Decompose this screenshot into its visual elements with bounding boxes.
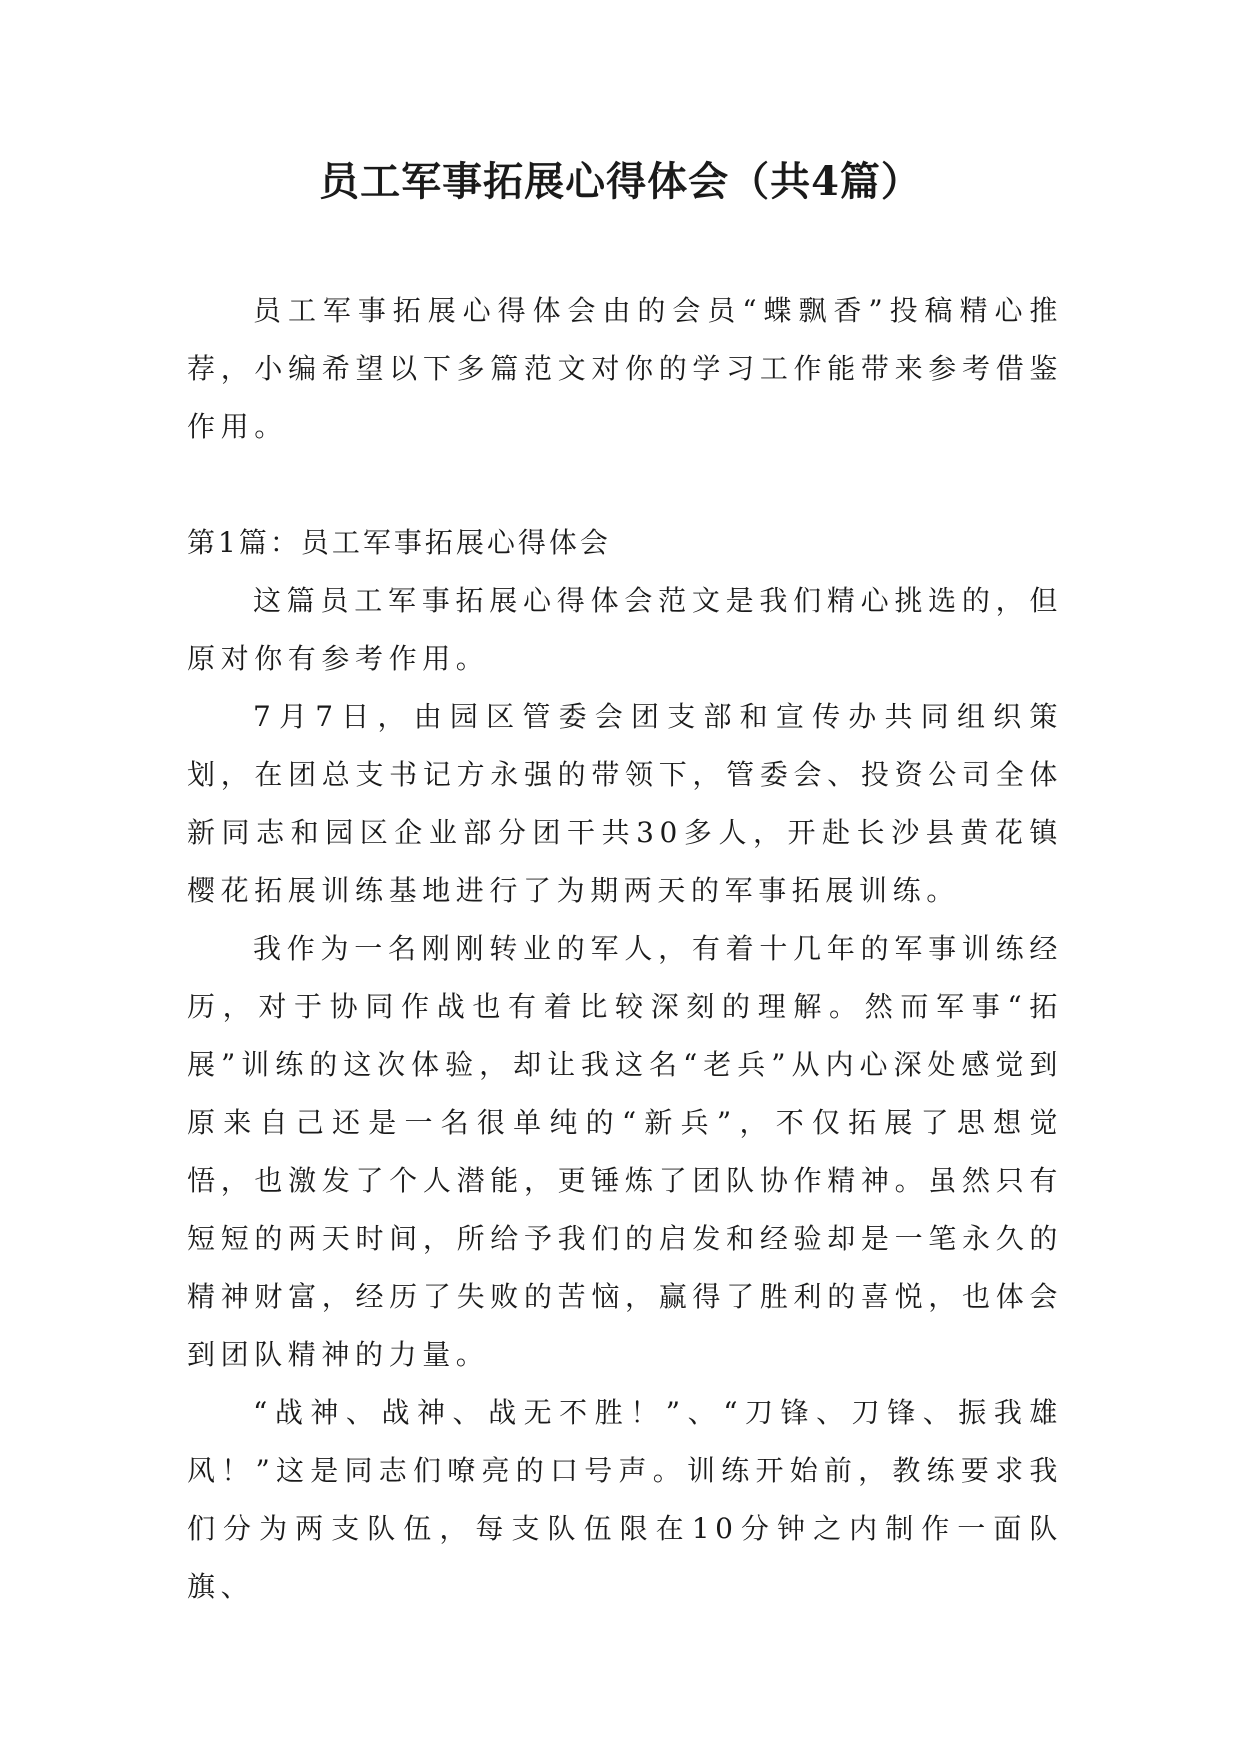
- body-paragraph: 这篇员工军事拓展心得体会范文是我们精心挑选的，但原对你有参考作用。: [187, 584, 1063, 675]
- body-paragraph: 7月7日，由园区管委会团支部和宣传办共同组织策划，在团总支书记方永强的带领下，管委会、投资公司全体新同志和园区企业部分团干共30多人，开赴长沙县黄花镇樱花拓展训练基地进行了为期两天的军事拓展训练。: [187, 700, 1063, 907]
- body-paragraph: “战神、战神、战无不胜！”、“刀锋、刀锋、振我雄风！”这是同志们嘹亮的口号声。训练开始前，教练要求我们分为两支队伍，每支队伍限在10分钟之内制作一面队旗、: [187, 1396, 1063, 1603]
- document-title: 员工军事拓展心得体会（共4篇）: [319, 158, 922, 205]
- intro-paragraph: 员工军事拓展心得体会由的会员“蝶飘香”投稿精心推荐，小编希望以下多篇范文对你的学习工作能带来参考借鉴作用。: [187, 294, 1063, 443]
- body-paragraph: 我作为一名刚刚转业的军人，有着十几年的军事训练经历，对于协同作战也有着比较深刻的理解。然而军事“拓展”训练的这次体验，却让我这名“老兵”从内心深处感觉到原来自己还是一名很单纯的“新兵”，不仅拓展了思想觉悟，也激发了个人潜能，更锤炼了团队协作精神。虽然只有短短的两天时间，所给予我们的启发和经验却是一笔永久的精神财富，经历了失败的苦恼，赢得了胜利的喜悦，也体会到团队精神的力量。: [187, 932, 1063, 1371]
- document-body: [187, 282, 1063, 1616]
- section-heading: 第1篇：员工军事拓展心得体会: [187, 526, 611, 559]
